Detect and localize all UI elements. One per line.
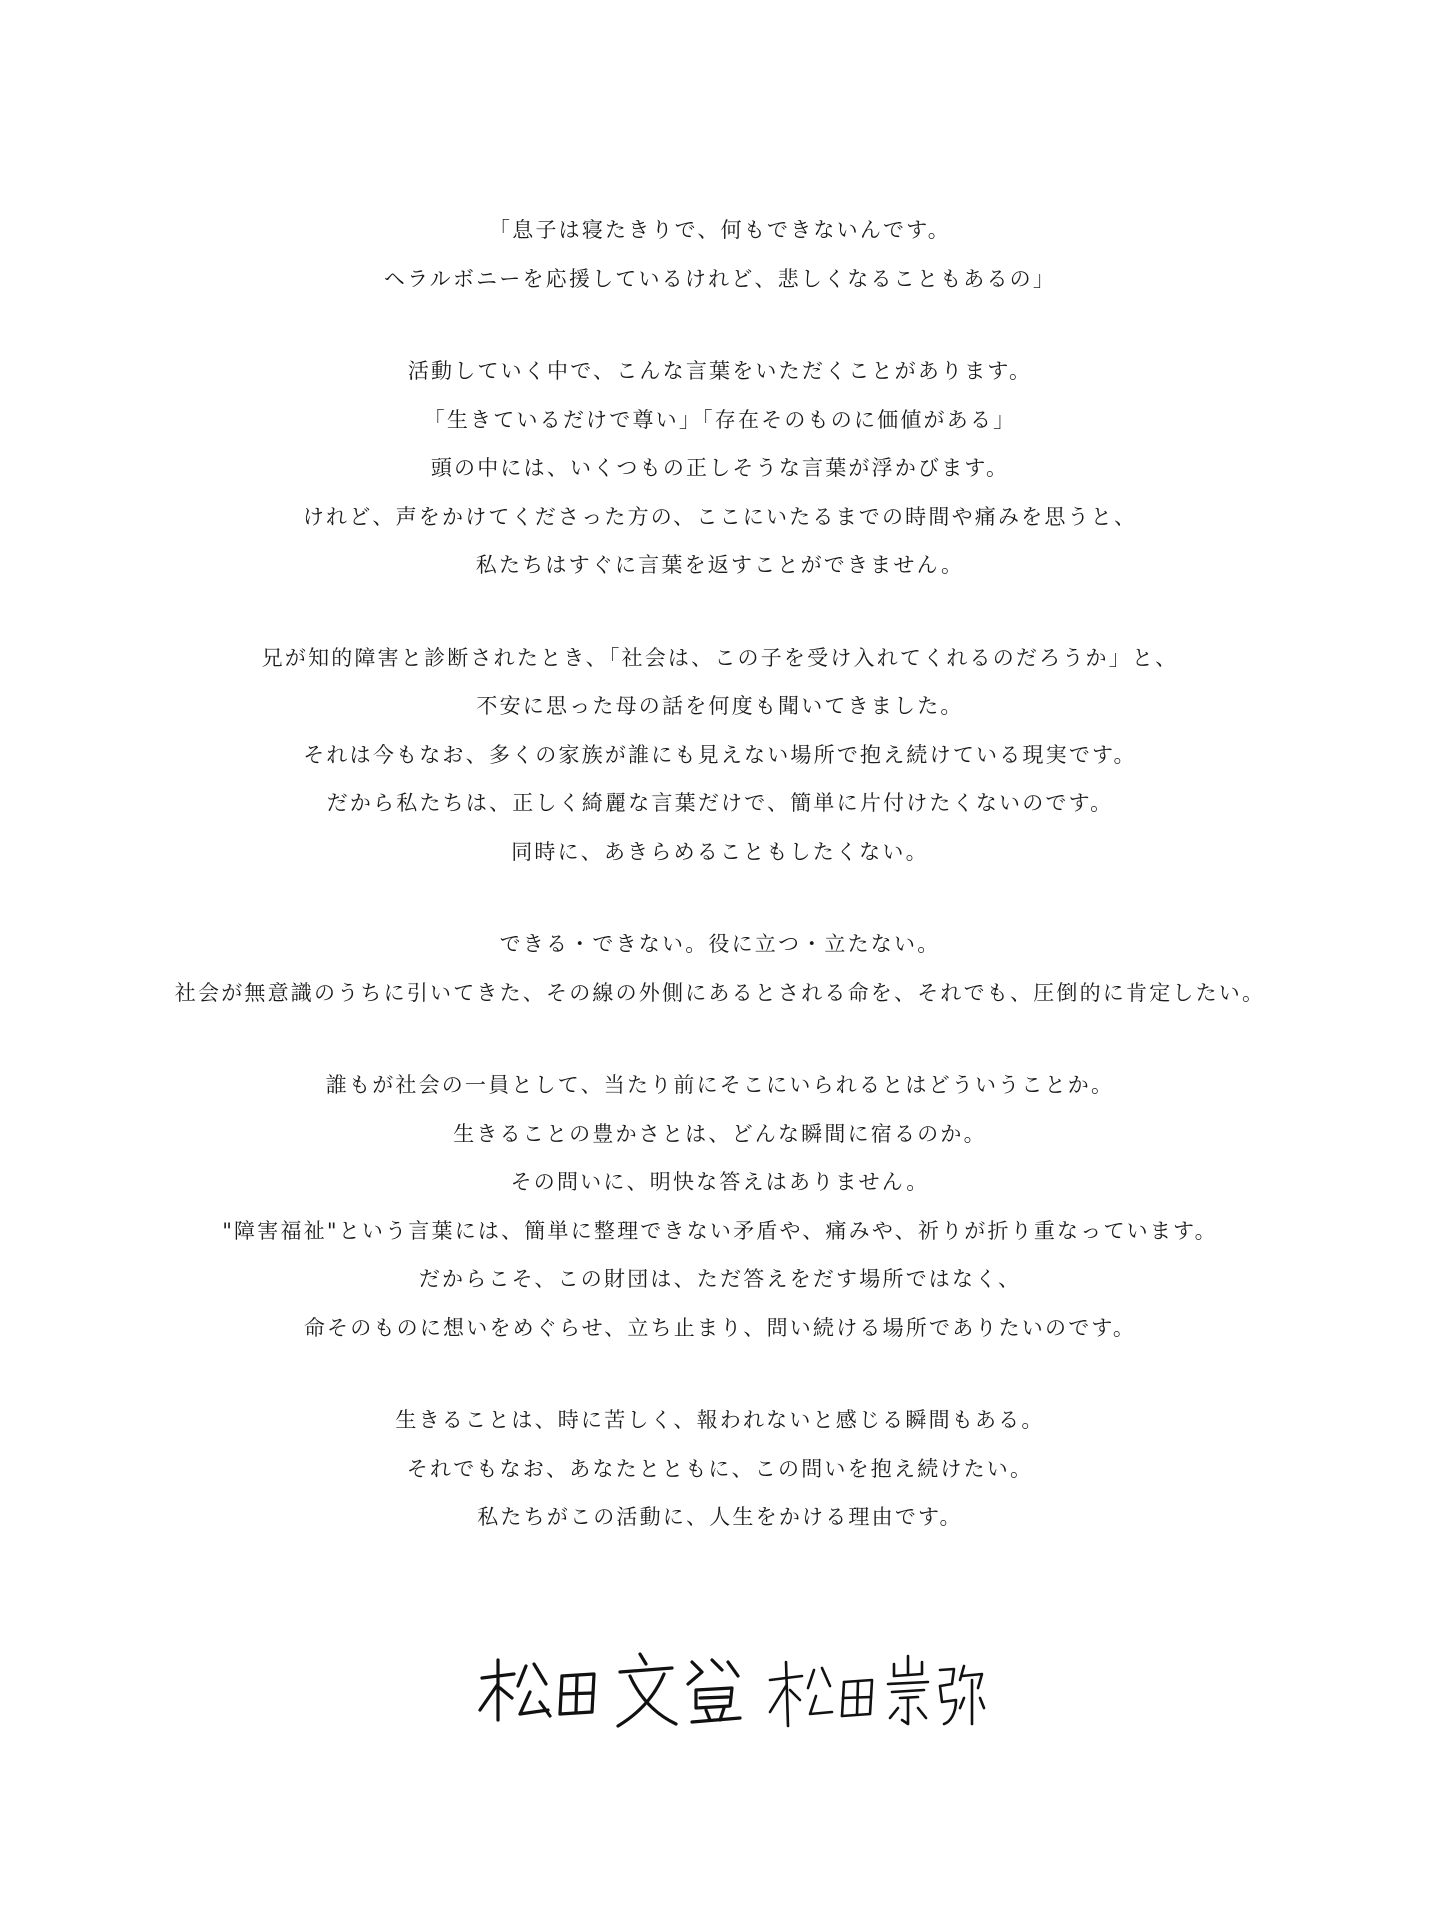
text-line: 「息子は寝たきりで、何もできないんです。 [489,218,951,242]
text-line: 私たちはすぐに言葉を返すことができません。 [475,553,965,577]
text-line: 活動していく中で、こんな言葉をいただくことがあります。 [407,359,1033,383]
text-line: ヘラルボニーを応援しているけれど、悲しくなることもあるの」 [383,266,1057,291]
text-line: だからこそ、この財団は、ただ答えをだす場所ではなく、 [418,1267,1022,1291]
paragraph-opening-quote [0,206,1440,303]
text-line: それでもなお、あなたとともに、この問いを抱え続けたい。 [406,1456,1034,1481]
text-line: 頭の中には、いくつもの正しそうな言葉が浮かびます。 [430,456,1010,480]
paragraph-foundation [0,1061,1440,1352]
signature-fumito [480,1654,740,1726]
handwritten-signatures [470,1640,990,1750]
paragraph-closing [0,1396,1440,1542]
text-line: 社会が無意識のうちに引いてきた、その線の外側にあるとされる命を、それでも、圧倒的に肯定したい。 [174,980,1266,1005]
text-line: 「生きているだけで尊い」「存在そのものに価値がある」 [423,407,1017,432]
text-line: 誰もが社会の一員として、当たり前にそこにいられるとはどういうことか。 [325,1073,1115,1097]
text-line: "障害福祉"という言葉には、簡単に整理できない矛盾や、痛みや、祈りが折り重なっています。 [222,1218,1218,1243]
text-line: できる・できない。役に立つ・立たない。 [499,932,941,956]
text-line: 兄が知的障害と診断されたとき、「社会は、この子を受け入れてくれるのだろうか」と、 [261,645,1179,670]
text-line: 同時に、あきらめることもしたくない。 [511,839,929,864]
paragraph-affirmation [0,920,1440,1017]
text-line: その問いに、明快な答えはありません。 [510,1170,930,1194]
statement-body [0,206,1440,1586]
text-line: 私たちがこの活動に、人生をかける理由です。 [477,1505,963,1529]
text-line: 命そのものに想いをめぐらせ、立ち止まり、問い続ける場所でありたいのです。 [303,1315,1137,1340]
signature-block [470,1640,990,1750]
text-line: 生きることは、時に苦しく、報われないと感じる瞬間もある。 [395,1408,1045,1432]
paragraph-reflection [0,347,1440,590]
text-line: けれど、声をかけてくださった方の、ここにいたるまでの時間や痛みを思うと、 [302,504,1138,529]
text-line: それは今もなお、多くの家族が誰にも見えない場所で抱え続けている現実です。 [303,742,1137,767]
text-line: だから私たちは、正しく綺麗な言葉だけで、簡単に片付けたくないのです。 [326,791,1114,815]
text-line: 生きることの豊かさとは、どんな瞬間に宿るのか。 [453,1121,987,1146]
paragraph-family [0,634,1440,877]
signature-takaya [770,1656,984,1726]
text-line: 不安に思った母の話を何度も聞いてきました。 [476,694,964,718]
